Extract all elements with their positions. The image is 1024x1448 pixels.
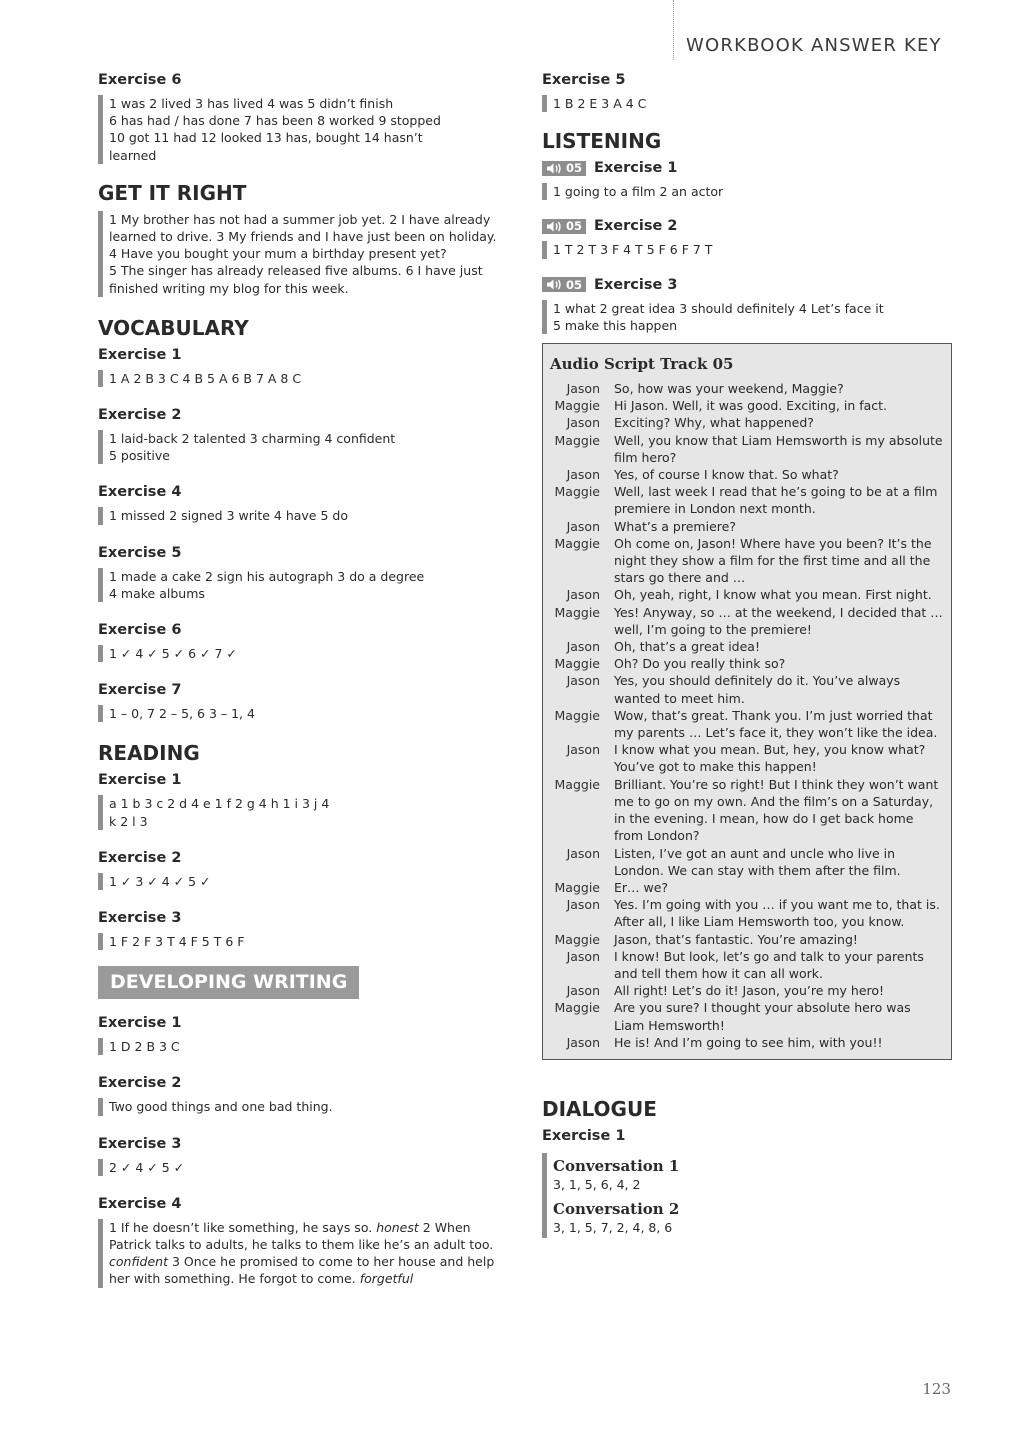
script-line [550, 1034, 943, 1051]
reading-exercise-1-title: Exercise 1 [98, 772, 182, 789]
reading-exercise-2-answer: 1 ✓ 3 ✓ 4 ✓ 5 ✓ [98, 873, 508, 890]
vocab-exercise-2-answer: 1 laid-back 2 talented 3 charming 4 confident 5 positive [98, 430, 508, 464]
script-speaker: Jason [566, 587, 600, 603]
dw-exercise-2-answer: Two good things and one bad thing. [98, 1098, 508, 1115]
page-number: 123 [922, 1380, 951, 1398]
script-line [550, 518, 943, 535]
script-text: So, how was your weekend, Maggie? [614, 381, 844, 397]
script-text: I know! But look, let’s go and talk to your parents and tell them how it can all work. [614, 948, 924, 981]
script-speaker: Jason [566, 673, 600, 689]
script-text: Yes. I’m going with you … if you want me to, that is. After all, I like Liam Hemsworth too, you know. [614, 897, 940, 930]
speaker-icon [546, 279, 564, 290]
vocab-exercise-4-answer: 1 missed 2 signed 3 write 4 have 5 do [98, 507, 508, 524]
script-line [550, 483, 943, 517]
header-rule [673, 0, 674, 60]
get-it-right-heading: GET IT RIGHT [98, 180, 247, 205]
script-speaker: Jason [566, 639, 600, 655]
script-text: Yes! Anyway, so … at the weekend, I decided that … well, I’m going to the premiere! [614, 604, 943, 637]
script-line [550, 999, 943, 1033]
script-text: Oh, that’s a great idea! [614, 639, 760, 655]
script-speaker: Jason [566, 983, 600, 999]
dw-exercise-1-title: Exercise 1 [98, 1015, 182, 1032]
audio-script-title: Audio Script Track 05 [550, 355, 734, 374]
audio-track-badge [542, 219, 586, 234]
vocab-exercise-7-answer: 1 – 0, 7 2 – 5, 6 3 – 1, 4 [98, 705, 508, 722]
script-text: Well, you know that Liam Hemsworth is my absolute film hero? [614, 432, 943, 465]
listening-exercise-2-title: Exercise 2 [594, 218, 678, 235]
reading-heading: READING [98, 741, 200, 766]
script-text: Are you sure? I thought your absolute hero was Liam Hemsworth! [614, 1000, 911, 1033]
dw-exercise-3-title: Exercise 3 [98, 1135, 182, 1152]
vocab-exercise-4-title: Exercise 4 [98, 484, 182, 501]
dw-ex4-word-honest: honest [376, 1219, 419, 1235]
script-line [550, 466, 943, 483]
script-speaker: Maggie [554, 707, 600, 723]
script-line [550, 845, 943, 879]
script-text: What’s a premiere? [614, 518, 736, 534]
script-text: Exciting? Why, what happened? [614, 415, 814, 431]
script-speaker: Maggie [554, 879, 600, 895]
vocab-exercise-2-title: Exercise 2 [98, 407, 182, 424]
audio-track-number: 05 [566, 219, 583, 234]
script-speaker: Maggie [554, 1000, 600, 1016]
vocab-exercise-6-title: Exercise 6 [98, 622, 182, 639]
script-text: Brilliant. You’re so right! But I think they won’t want me to go on my own. And the film’s on a Saturday, in the evening. I mean, how do I get back home from London? [614, 776, 939, 844]
script-speaker: Jason [566, 518, 600, 534]
script-speaker: Maggie [554, 484, 600, 500]
left-column [98, 68, 508, 1288]
script-line [550, 432, 943, 466]
script-speaker: Jason [566, 467, 600, 483]
script-text: I know what you mean. But, hey, you know what? You’ve got to make this happen! [614, 742, 926, 775]
reading-exercise-1-answer: a 1 b 3 c 2 d 4 e 1 f 2 g 4 h 1 i 3 j 4 k 2 l 3 [98, 795, 508, 829]
script-speaker: Jason [566, 415, 600, 431]
listening-exercise-2-row [542, 214, 952, 238]
reading-exercise-3-answer: 1 F 2 F 3 T 4 F 5 T 6 F [98, 933, 508, 950]
audio-track-badge [542, 277, 586, 292]
reading-exercise-2-title: Exercise 2 [98, 849, 182, 866]
script-line [550, 741, 943, 775]
script-speaker: Maggie [554, 432, 600, 448]
script-line [550, 776, 943, 845]
script-speaker: Jason [566, 742, 600, 758]
script-text: Oh, yeah, right, I know what you mean. First night. [614, 587, 932, 603]
script-line [550, 414, 943, 431]
script-line [550, 380, 943, 397]
conversation-1-title: Conversation 1 [553, 1156, 680, 1175]
audio-script-box [542, 343, 952, 1060]
script-line [550, 948, 943, 982]
listening-exercise-3-row [542, 273, 952, 297]
script-speaker: Maggie [554, 398, 600, 414]
script-speaker: Maggie [554, 931, 600, 947]
audio-track-number: 05 [566, 161, 583, 176]
listening-exercise-1-row [542, 156, 952, 180]
script-text: Yes, of course I know that. So what? [614, 467, 839, 483]
exercise-5-answer: 1 B 2 E 3 A 4 C [542, 95, 952, 112]
developing-writing-banner: DEVELOPING WRITING [98, 966, 359, 999]
conversation-2-answer: 3, 1, 5, 7, 2, 4, 8, 6 [553, 1219, 673, 1235]
script-speaker: Jason [566, 845, 600, 861]
dw-exercise-2-title: Exercise 2 [98, 1075, 182, 1092]
script-text: Wow, that’s great. Thank you. I’m just worried that my parents … Let’s face it, they won’t like the idea. [614, 707, 938, 741]
script-text: Er… we? [614, 879, 669, 895]
script-speaker: Maggie [554, 604, 600, 620]
speaker-icon [546, 163, 564, 174]
listening-exercise-2-answer: 1 T 2 T 3 F 4 T 5 F 6 F 7 T [542, 241, 952, 258]
exercise-5-title: Exercise 5 [542, 72, 626, 88]
dw-exercise-4-title: Exercise 4 [98, 1195, 182, 1212]
script-text: He is! And I’m going to see him, with you!! [614, 1034, 883, 1050]
audio-track-badge [542, 161, 586, 176]
right-column [542, 68, 952, 1238]
dialogue-heading: DIALOGUE [542, 1096, 657, 1121]
script-text: Jason, that’s fantastic. You’re amazing! [614, 931, 858, 947]
script-text: Hi Jason. Well, it was good. Exciting, in fact. [614, 398, 888, 414]
script-text: Oh come on, Jason! Where have you been? It’s the night they show a film for the first time and all the stars go there and … [614, 535, 932, 586]
script-text: Yes, you should definitely do it. You’ve always wanted to meet him. [614, 673, 901, 706]
conversation-2-title: Conversation 2 [553, 1199, 680, 1218]
script-text: Oh? Do you really think so? [614, 656, 786, 672]
script-line [550, 896, 943, 930]
audio-script-lines [550, 380, 943, 1051]
script-speaker: Maggie [554, 656, 600, 672]
exercise-6-title: Exercise 6 [98, 72, 182, 88]
conversation-1-answer: 3, 1, 5, 6, 4, 2 [553, 1176, 641, 1192]
script-text: Listen, I’ve got an aunt and uncle who live in London. We can stay with them after the film. [614, 845, 901, 878]
script-line [550, 707, 943, 741]
dw-ex4-part-2: 2 When Patrick talks to adults, he talks to them like he’s an adult too. [109, 1219, 494, 1253]
audio-track-number: 05 [566, 277, 583, 292]
listening-exercise-1-answer: 1 going to a film 2 an actor [542, 183, 952, 200]
dialogue-exercise-1-title: Exercise 1 [542, 1127, 626, 1144]
listening-exercise-1-title: Exercise 1 [594, 160, 678, 177]
script-speaker: Jason [566, 381, 600, 397]
dw-ex4-word-confident: confident [109, 1254, 168, 1270]
reading-exercise-3-title: Exercise 3 [98, 910, 182, 927]
vocab-exercise-1-title: Exercise 1 [98, 346, 182, 363]
script-line [550, 879, 943, 896]
script-speaker: Maggie [554, 535, 600, 551]
speaker-icon [546, 221, 564, 232]
vocab-exercise-5-answer: 1 made a cake 2 sign his autograph 3 do a degree 4 make albums [98, 568, 508, 602]
script-speaker: Jason [566, 897, 600, 913]
vocab-exercise-5-title: Exercise 5 [98, 544, 182, 561]
page-header-title: WORKBOOK ANSWER KEY [686, 35, 942, 56]
dw-exercise-3-answer: 2 ✓ 4 ✓ 5 ✓ [98, 1159, 508, 1176]
script-text: Well, last week I read that he’s going to be at a film premiere in London next month. [614, 484, 938, 517]
script-line [550, 638, 943, 655]
listening-heading: LISTENING [542, 129, 662, 154]
dialogue-answers [542, 1153, 952, 1238]
script-text: All right! Let’s do it! Jason, you’re my hero! [614, 983, 885, 999]
script-line [550, 586, 943, 603]
dw-ex4-word-forgetful: forgetful [359, 1271, 414, 1287]
script-speaker: Jason [566, 1034, 600, 1050]
dw-exercise-4-answer [98, 1219, 499, 1288]
script-line [550, 397, 943, 414]
script-line [550, 982, 943, 999]
script-line [550, 931, 943, 948]
script-line [550, 535, 943, 587]
vocab-exercise-7-title: Exercise 7 [98, 682, 182, 699]
script-line [550, 672, 943, 706]
vocab-exercise-6-answer: 1 ✓ 4 ✓ 5 ✓ 6 ✓ 7 ✓ [98, 645, 508, 662]
script-line [550, 655, 943, 672]
script-speaker: Maggie [554, 776, 600, 792]
script-line [550, 604, 943, 638]
vocab-exercise-1-answer: 1 A 2 B 3 C 4 B 5 A 6 B 7 A 8 C [98, 370, 508, 387]
developing-writing-banner-wrap [98, 966, 508, 999]
dw-exercise-1-answer: 1 D 2 B 3 C [98, 1038, 508, 1055]
exercise-6-answer: 1 was 2 lived 3 has lived 4 was 5 didn’t finish 6 has had / has done 7 has been 8 worked 9 stopped 10 got 11 had 12 looked 13 has, bought 14 hasn’t learned [98, 95, 508, 164]
script-speaker: Jason [566, 948, 600, 964]
listening-exercise-3-answer: 1 what 2 great idea 3 should definitely 4 Let’s face it 5 make this happen [542, 300, 952, 334]
dw-ex4-part-1: 1 If he doesn’t like something, he says so. [109, 1219, 377, 1235]
listening-exercise-3-title: Exercise 3 [594, 276, 678, 293]
vocabulary-heading: VOCABULARY [98, 315, 249, 340]
get-it-right-answer: 1 My brother has not had a summer job yet. 2 I have already learned to drive. 3 My friends and I have just been on holiday. 4 Have you bought your mum a birthday present yet? 5 The singer has already released five albums. 6 I have just finished writing my blog for this week. [98, 211, 508, 297]
dw-ex4-part-3: 3 Once he promised to come to her house and help her with something. He forgot to come. [109, 1254, 495, 1287]
